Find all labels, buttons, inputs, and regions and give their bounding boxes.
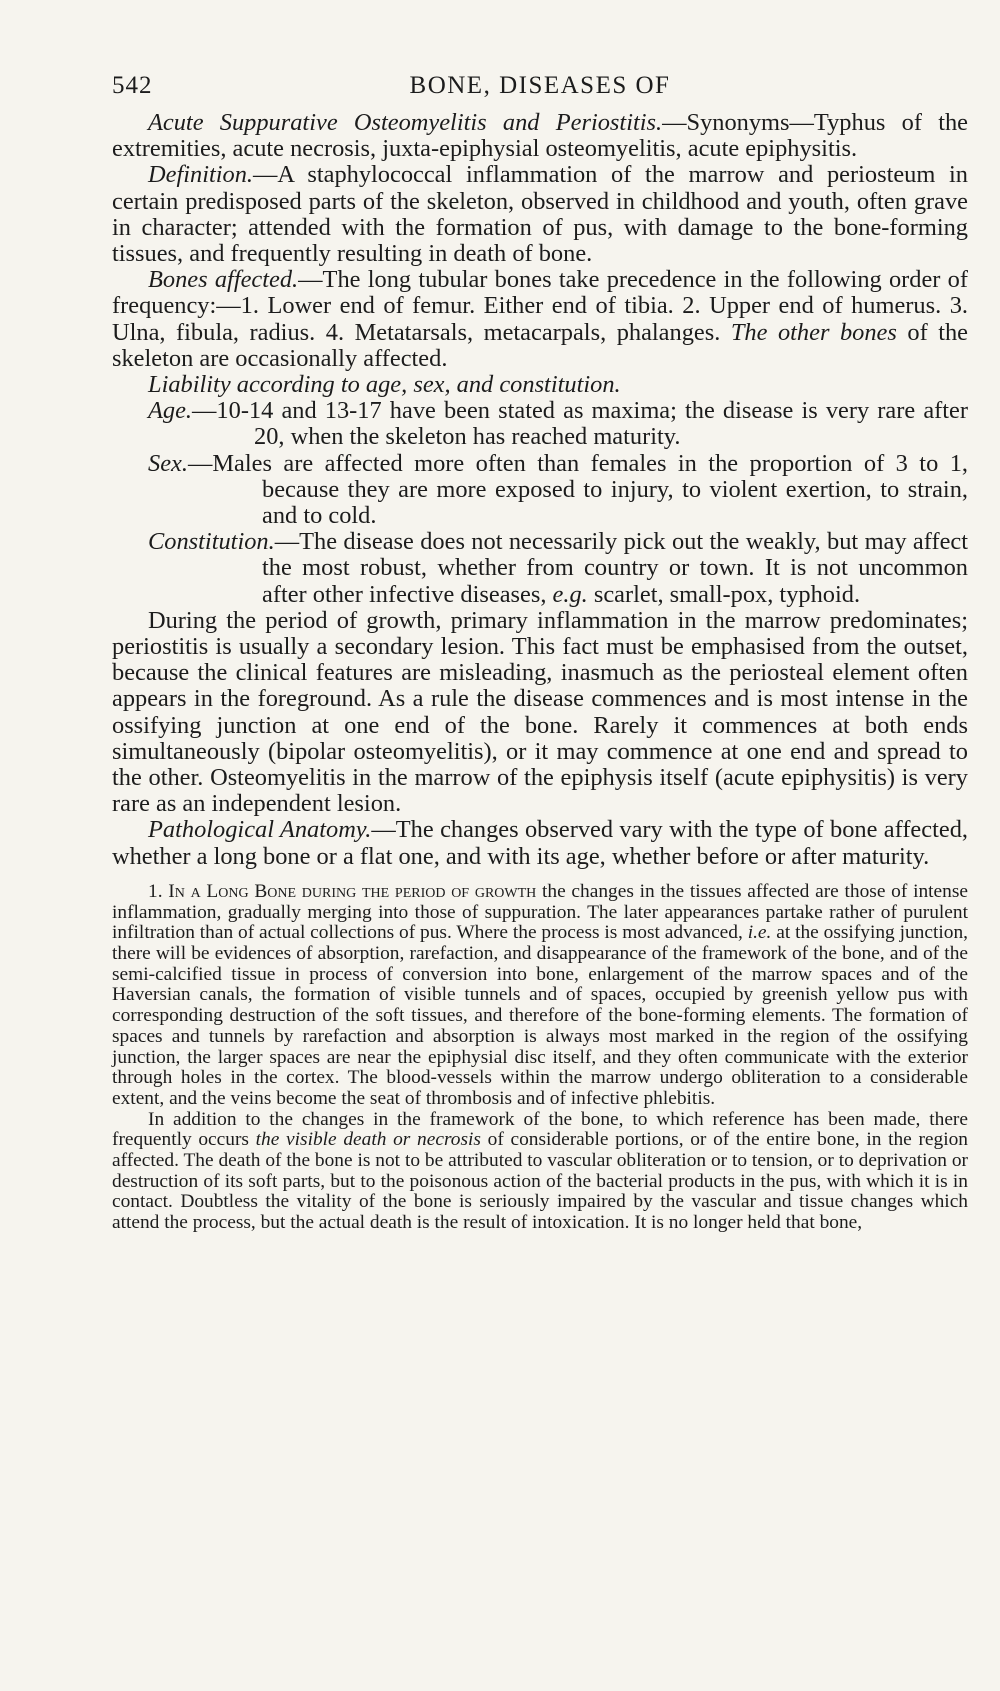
- pathology-label: Pathological Anatomy.: [148, 816, 372, 844]
- bones-affected-emphasis: The other bones: [730, 318, 897, 346]
- age-paragraph: [112, 398, 968, 450]
- sex-text: —Males are affected more often than females in the proportion of 3 to 1, because they are more exposed to injury, to violent exertion, to strain, and to cold.: [187, 449, 968, 530]
- page-header: [112, 64, 968, 110]
- definition-label: Definition.: [148, 161, 254, 189]
- definition-text: —A staphylococcal inflammation of the marrow and periosteum in certain predisposed parts of the skeleton, observed in childhood and youth, often grave in character; attended with the formation of pus, with damage to the bone-forming tissues, and frequently resulting in death of bone.: [112, 161, 968, 268]
- long-bone-heading: 1. In a Long Bone during the period of growth: [148, 880, 537, 902]
- constitution-paragraph: [112, 529, 968, 608]
- necrosis-emphasis: the visible death or necrosis: [255, 1129, 481, 1151]
- constitution-text: —The disease does not necessarily pick out the weakly, but may affect the most robust, whether from country or town. It is not uncommon after other infective diseases,: [262, 528, 968, 608]
- intro-paragraph: [112, 110, 968, 162]
- pathology-paragraph: [112, 817, 968, 869]
- section-title: Acute Suppurative Osteomyelitis and Periostitis.: [148, 109, 663, 136]
- constitution-text-end: scarlet, small-pox, typhoid.: [587, 580, 861, 608]
- age-label: Age.: [148, 397, 193, 425]
- constitution-emphasis: e.g.: [552, 580, 588, 608]
- running-head: BONE, DISEASES OF: [409, 72, 671, 99]
- sex-label: Sex.: [148, 449, 188, 477]
- long-bone-emphasis: i.e.: [747, 922, 772, 944]
- bones-affected-paragraph: [112, 267, 968, 372]
- bones-affected-label: Bones affected.: [148, 266, 299, 294]
- page-number: 542: [112, 72, 153, 99]
- pathology-text: —The changes observed vary with the type of bone affected, whether a long bone or a flat one, and with its age, whether before or after maturity.: [112, 816, 968, 870]
- liability-heading-text: Liability according to age, sex, and constitution.: [148, 371, 621, 399]
- age-text: —10-14 and 13-17 have been stated as maxima; the disease is very rare after 20, when the skeleton has reached maturity.: [192, 397, 968, 451]
- small-print-text: [112, 882, 968, 1234]
- necrosis-paragraph: [112, 1110, 968, 1234]
- bones-affected-text-end: of the skeleton are occasionally affected.: [112, 318, 969, 372]
- definition-paragraph: [112, 162, 968, 267]
- constitution-label: Constitution.: [148, 528, 275, 556]
- sex-paragraph: [112, 451, 968, 530]
- synonyms-text: —Synonyms—Typhus of the extremities, acute necrosis, juxta-epiphysial osteomyelitis, acute epiphysitis.: [112, 109, 968, 163]
- liability-heading: [112, 372, 968, 398]
- necrosis-text-end: of considerable portions, or of the entire bone, in the region affected. The death of the bone is not to be attributed to vascular obliteration or to tension, or to deprivation or destruction of its soft parts, but to the poisonous action of the bacterial products in the pus, with which it is in contact. Doubtless the vitality of the bone is seriously impaired by the vascular and tissue changes which attend the process, but the actual death is the result of intoxication. It is no longer held that bone,: [112, 1129, 968, 1234]
- long-bone-text: the changes in the tissues affected are those of intense inflammation, gradually merging into those of suppuration. The later appearances partake rather of purulent infiltration than of actual collections of pus. Where the process is most advanced,: [112, 880, 968, 944]
- main-text: [112, 110, 968, 870]
- long-bone-paragraph: [112, 882, 968, 1110]
- book-page: [112, 64, 968, 1234]
- bones-affected-text: —The long tubular bones take precedence in the following order of frequency:—1. Lower end of femur. Either end of tibia. 2. Upper end of humerus. 3. Ulna, fibula, radius. 4. Metatarsals, metacarpals, phalanges.: [112, 266, 968, 346]
- growth-paragraph: During the period of growth, primary inflammation in the marrow predominates; periostitis is usually a secondary lesion. This fact must be emphasised from the outset, because the clinical features are misleading, inasmuch as the periosteal element often appears in the foreground. As a rule the disease commences and is most intense in the ossifying junction at one end of the bone. Rarely it commences at both ends simultaneously (bipolar osteomyelitis), or it may commence at one end and spread to the other. Osteomyelitis in the marrow of the epiphysis itself (acute epiphysitis) is very rare as an independent lesion.: [112, 606, 968, 818]
- long-bone-text-end: at the ossifying junction, there will be evidences of absorption, rarefaction, and disappearance of the framework of the bone, and of the semi-calcified tissue in process of conversion into bone, enlargement of the marrow spaces and of the Haversian canals, the formation of visible tunnels and of spaces, occupied by greenish yellow pus with corresponding destruction of the soft tissues, and therefore of the bone-forming elements. The formation of spaces and tunnels by rarefaction and absorption is always most marked in the region of the ossifying junction, the larger spaces are near the epiphysial disc itself, and they often communicate with the exterior through holes in the cortex. The blood-vessels within the marrow undergo obliteration to a considerable extent, and the veins become the seat of thrombosis and of infective phlebitis.: [112, 922, 969, 1109]
- necrosis-text: In addition to the changes in the framework of the bone, to which reference has been made, there frequently occurs: [112, 1108, 968, 1151]
